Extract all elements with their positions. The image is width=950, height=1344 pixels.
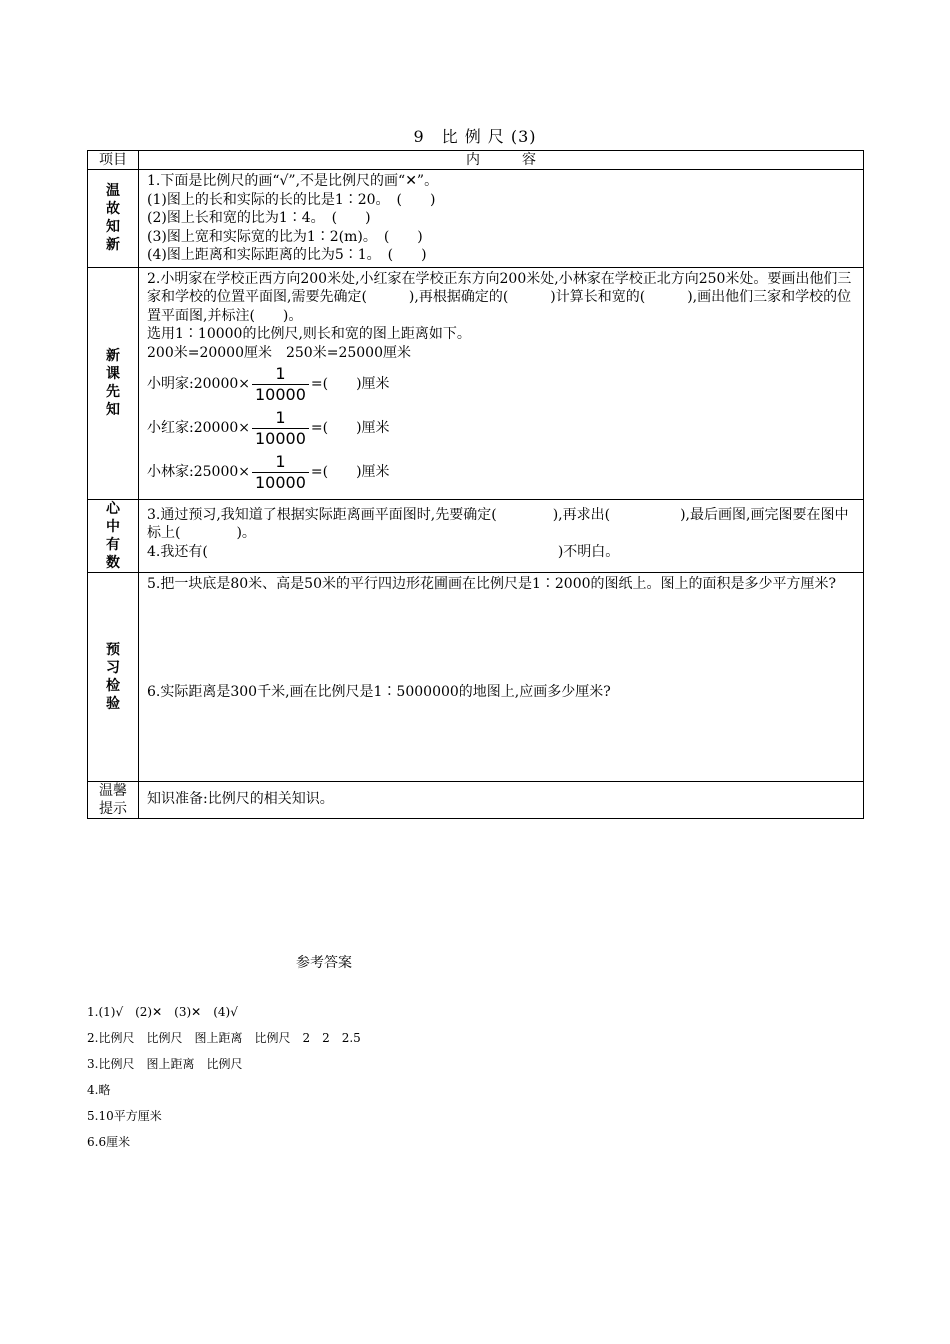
row-new-lesson	[88, 267, 864, 499]
content-new-lesson	[139, 267, 864, 499]
row-review	[88, 170, 864, 268]
q2-scale: 选用1∶10000的比例尺,则长和宽的图上距离如下。	[147, 326, 471, 342]
calc-xiaohong: 小红家:20000× $\frac{1}{10000}$ =( )厘米	[147, 407, 390, 448]
label-tips: 温馨 提示	[88, 781, 139, 818]
fraction: $\frac{1}{10000}$	[252, 408, 309, 449]
answer-item: 2.比例尺 比例尺 图上距离 比例尺 2 2 2.5	[87, 1031, 361, 1045]
answer-item: 4.略	[87, 1083, 111, 1097]
q6-text: 6.实际距离是300千米,画在比例尺是1∶5000000的地图上,应画多少厘米?	[147, 683, 611, 700]
row-preview-check	[88, 572, 864, 781]
q2-conversion: 200米=20000厘米 250米=25000厘米	[147, 344, 411, 361]
answers-list	[87, 1003, 361, 1159]
row-tips	[88, 781, 864, 818]
table-header	[88, 151, 864, 170]
label-new-lesson: 新 课 先 知	[88, 267, 139, 499]
calc-xiaoming: 小明家:20000× $\frac{1}{10000}$ =( )厘米	[147, 363, 390, 404]
content-review	[139, 170, 864, 268]
answers-title: 参考答案	[296, 955, 352, 971]
answer-item: 1.(1)√ (2)✕ (3)✕ (4)√	[87, 1005, 238, 1019]
label-reflection: 心 中 有 数	[88, 499, 139, 572]
q5-text: 5.把一块底是80米、高是50米的平行四边形花圃画在比例尺是1∶2000的图纸上。图上的面积是多少平方厘米?	[147, 575, 837, 592]
label-preview-check: 预 习 检 验	[88, 572, 139, 781]
q1-item: (4)图上距离和实际距离的比为5∶1。 ( )	[147, 247, 427, 263]
answer-item: 6.6厘米	[87, 1135, 131, 1149]
q1-item: (1)图上的长和实际的长的比是1∶20。 ( )	[147, 191, 436, 208]
content-preview-check	[139, 572, 864, 781]
page-title: 9 比 例 尺 (3)	[413, 127, 537, 146]
content-reflection	[139, 499, 864, 572]
answer-item: 3.比例尺 图上距离 比例尺	[87, 1057, 243, 1071]
worksheet-table	[87, 150, 864, 819]
header-content: 内 容	[139, 151, 864, 170]
q1-stem: 1.下面是比例尺的画“√”,不是比例尺的画“✕”。	[147, 173, 439, 189]
q3-text: 3.通过预习,我知道了根据实际距离画平面图时,先要确定( ),再求出( ),最后画图,画完图要在图中标上( )。	[147, 506, 849, 541]
fraction: $\frac{1}{10000}$	[252, 364, 309, 405]
calc-xiaolin: 小林家:25000× $\frac{1}{10000}$ =( )厘米	[147, 451, 390, 492]
header-item: 项目	[88, 151, 139, 170]
answer-item: 5.10平方厘米	[87, 1109, 162, 1123]
q1-item: (2)图上长和宽的比为1∶4。 ( )	[147, 210, 371, 226]
q2-text: 2.小明家在学校正西方向200米处,小红家在学校正东方向200米处,小林家在学校正北方向250米处。要画出他们三家和学校的位置平面图,需要先确定( ),再根据确定的( )计算长和宽的( ),画出他们三家和学校的位置平面图,并标注( )。	[147, 270, 852, 324]
q1-item: (3)图上宽和实际宽的比为1∶2(m)。 ( )	[147, 228, 423, 245]
label-review: 温 故 知 新	[88, 170, 139, 268]
q4-text: 4.我还有( )不明白。	[147, 543, 620, 560]
row-reflection	[88, 499, 864, 572]
fraction: $\frac{1}{10000}$	[252, 452, 309, 493]
content-tips: 知识准备:比例尺的相关知识。	[139, 781, 864, 818]
